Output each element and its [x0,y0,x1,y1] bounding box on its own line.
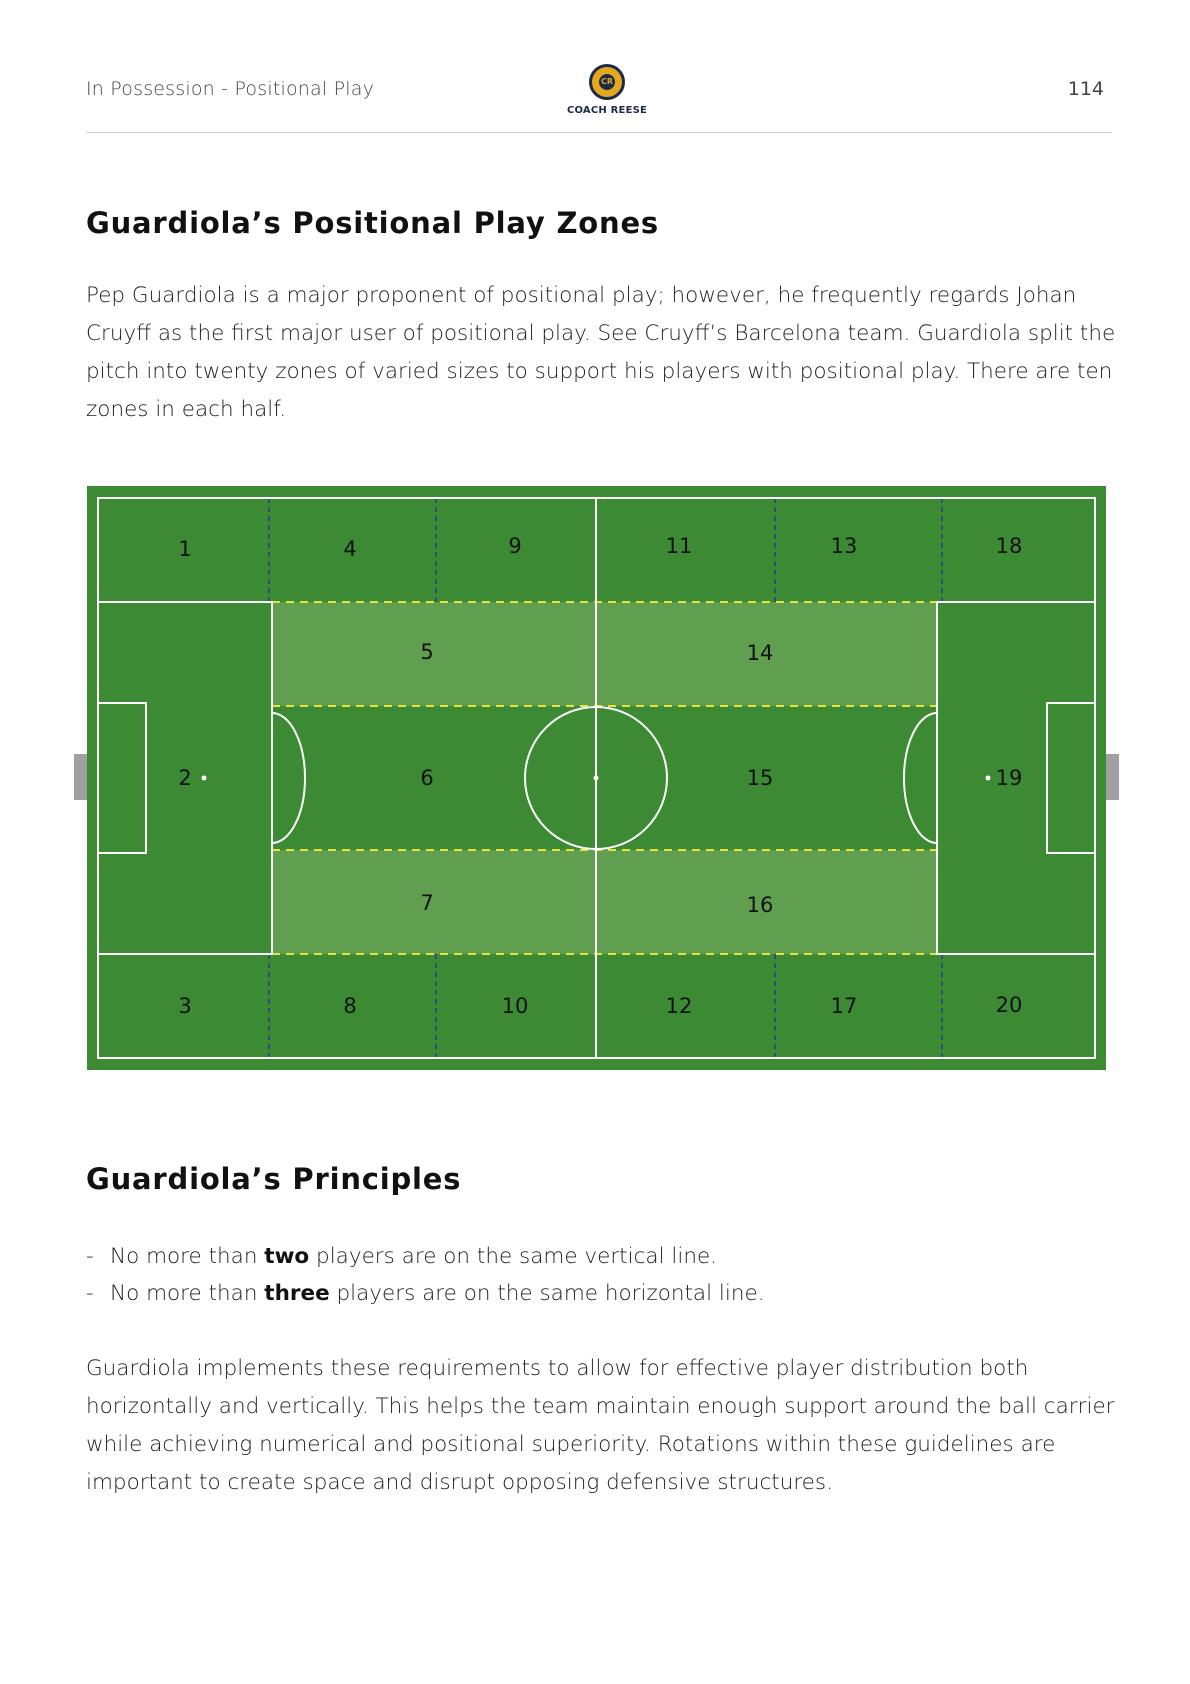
coach-reese-logo [557,62,655,122]
section-title: Guardiola’s Positional Play Zones [86,206,659,240]
left-penalty-spot [202,776,207,781]
zone-label: 10 [501,994,529,1018]
zone-label: 20 [995,993,1023,1017]
right-goal [1105,754,1119,800]
half-space-bottom [272,850,937,954]
zone-label: 17 [830,994,858,1018]
list-text-after: players are on the same horizontal line. [329,1281,765,1306]
zone-label: 9 [508,534,522,558]
list-dash: - [86,1281,94,1306]
intro-paragraph: Pep Guardiola is a major proponent of positional play; however, he frequently regards Johan Cruyff as the first major user of positional play. See Cruyff’s Barcelona team. Guardiola split the pitch into twenty zones of varied sizes to support his players with positional play. There are ten zones in each half. [86,283,1116,422]
list-item [86,1238,765,1275]
pitch-diagram [74,486,1119,1070]
center-spot [594,776,599,781]
half-space-top [272,602,937,706]
list-text-before: No more than [110,1281,265,1306]
zone-label: 6 [420,766,434,790]
zone-label: 19 [995,766,1023,790]
zone-label: 11 [665,534,693,558]
principles-list [86,1238,765,1312]
zone-label: 15 [746,766,774,790]
zone-label: 4 [343,537,357,561]
left-goal [74,754,88,800]
logo-badge-text: CR [599,74,615,90]
zone-label: 3 [178,994,192,1018]
zone-label: 2 [178,766,192,790]
zone-label: 1 [178,537,192,561]
closing-paragraph: Guardiola implements these requirements to allow for effective player distribution both horizontally and vertically. This helps the team maintain enough support around the ball carrier while achieving numerical and positional superiority. Rotations within these guidelines are important to create space and disrupt opposing defensive structures. [86,1356,1115,1495]
logo-badge-icon [589,64,625,100]
zone-label: 14 [746,641,774,665]
zone-label: 12 [665,994,693,1018]
logo-name: COACH REESE [566,105,648,116]
list-dash: - [86,1244,94,1269]
right-penalty-spot [986,776,991,781]
zone-label: 5 [420,640,434,664]
page-number: 114 [1067,78,1104,100]
pitch-svg [74,486,1119,1070]
page-header [86,62,1112,133]
list-text-bold: three [264,1281,330,1306]
list-text-bold: two [264,1244,310,1269]
zone-label: 8 [343,994,357,1018]
zone-label: 18 [995,534,1023,558]
principles-title: Guardiola’s Principles [86,1162,462,1196]
zone-label: 13 [830,534,858,558]
zone-label: 7 [420,891,434,915]
list-text-before: No more than [110,1244,265,1269]
list-text-after: players are on the same vertical line. [309,1244,718,1269]
zone-label: 16 [746,893,774,917]
header-section-title: In Possession - Positional Play [86,78,375,100]
list-item [86,1275,765,1312]
